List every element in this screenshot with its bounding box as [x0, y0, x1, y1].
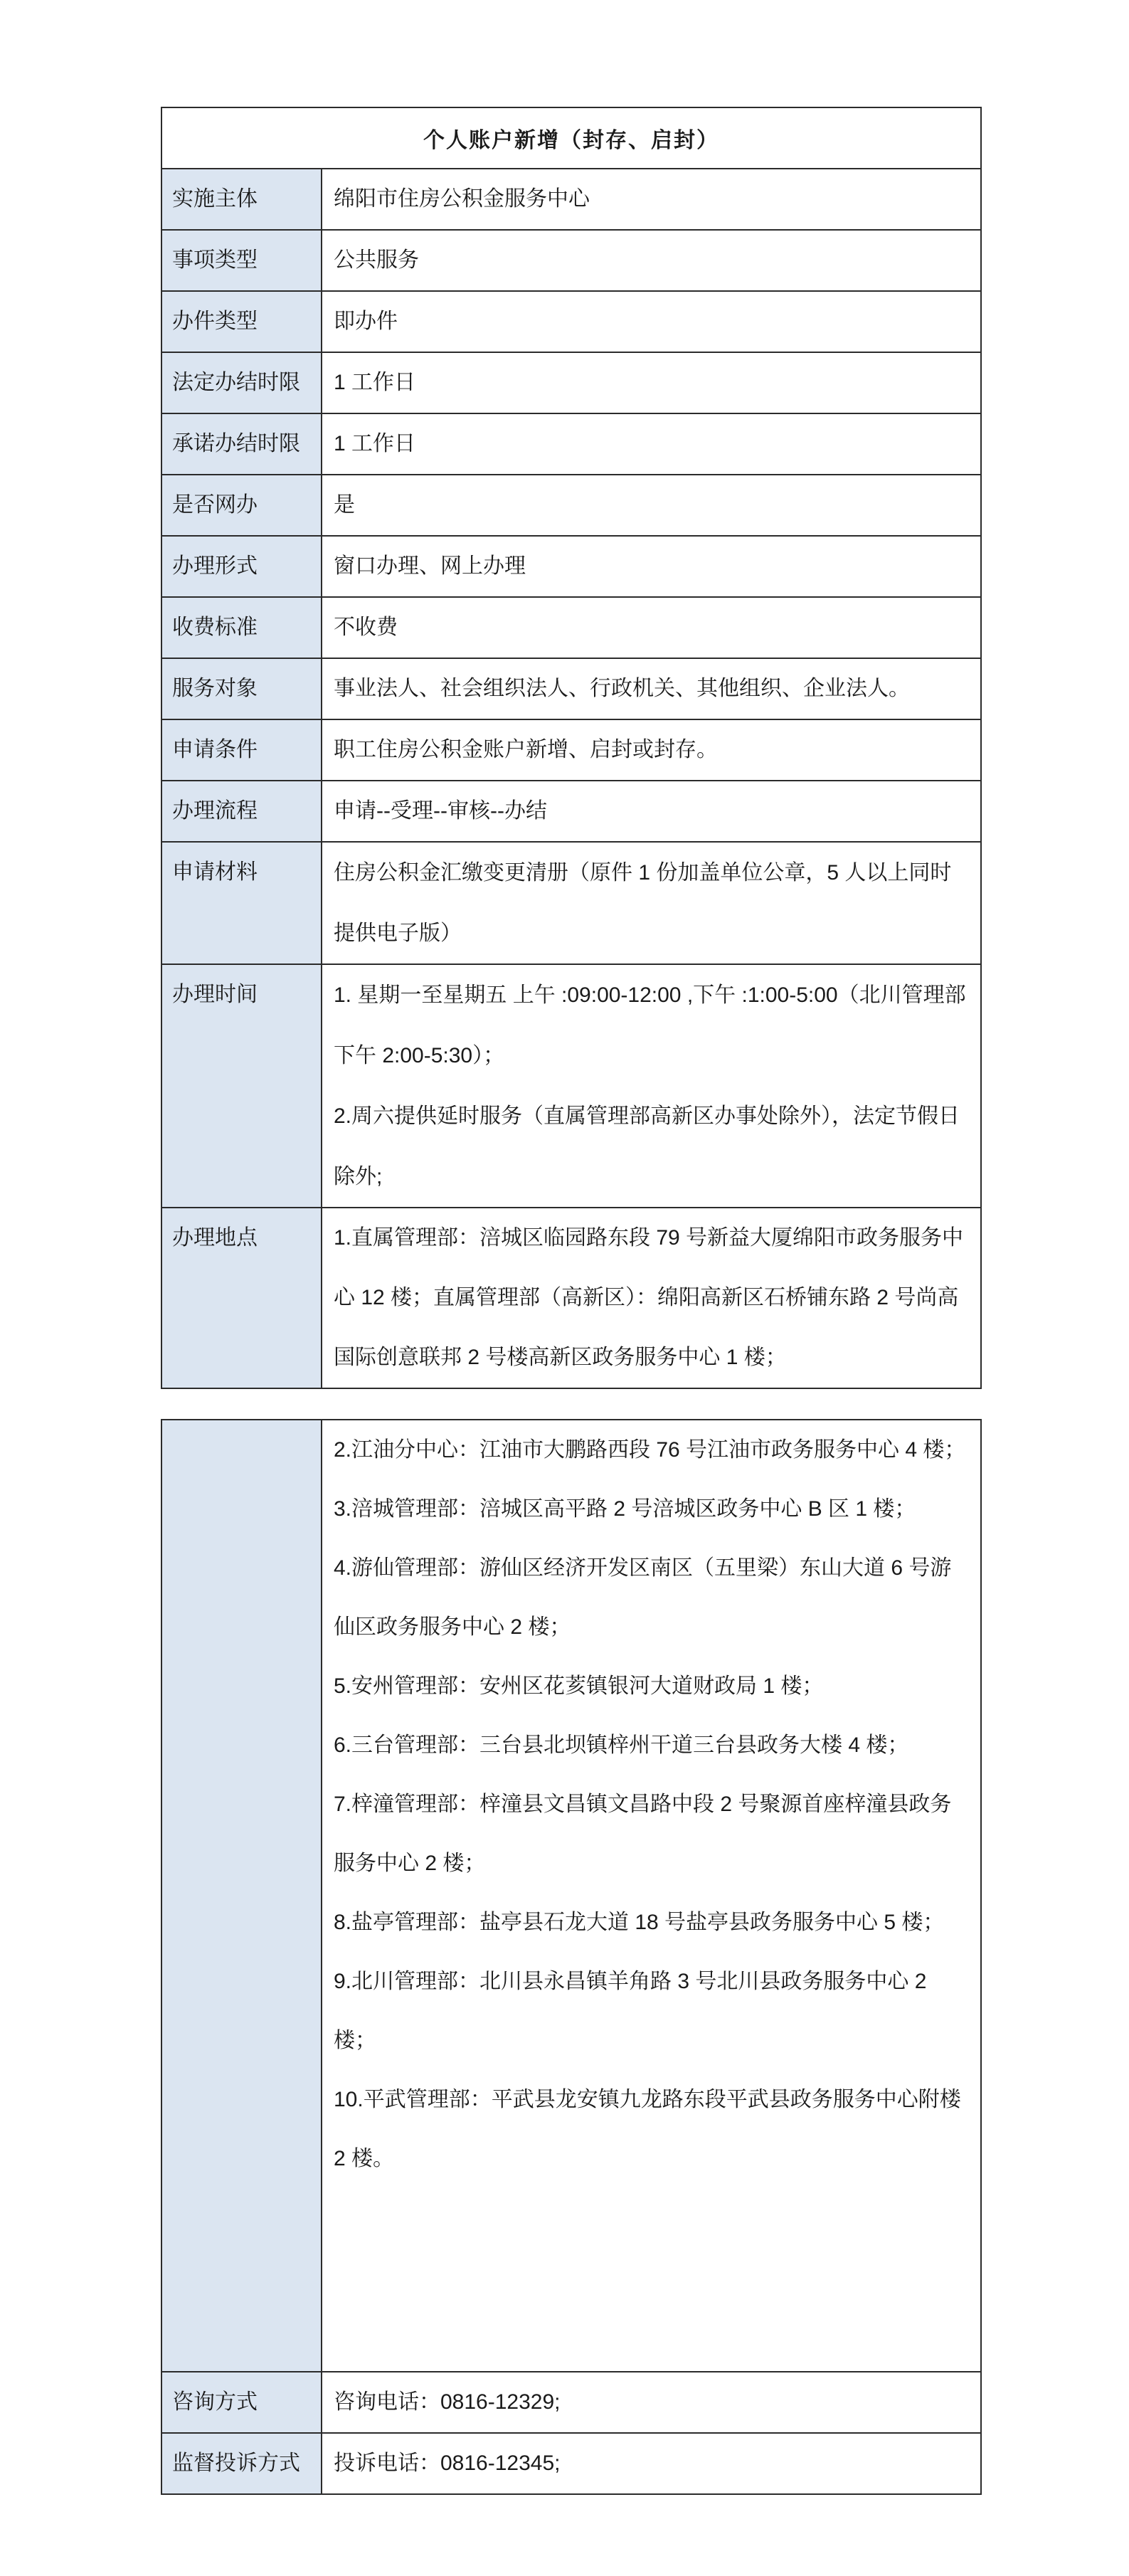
hours-line: 1. 星期一至星期五 上午 :09:00-12:00 ,下午 :1:00-5:00（北川管理部下午 2:00-5:30）；: [334, 983, 966, 1067]
row-label: 服务对象: [161, 658, 322, 719]
table-row: [161, 352, 981, 413]
row-value: 1 工作日: [322, 413, 981, 475]
row-label: 实施主体: [161, 169, 322, 230]
location-line: 5.安州管理部：安州区花荄镇银河大道财政局 1 楼；: [334, 1674, 824, 1698]
table-row: [161, 597, 981, 658]
row-value: 绵阳市住房公积金服务中心: [322, 169, 981, 230]
row-value: 申请--受理--审核--办结: [322, 781, 981, 842]
row-label: 法定办结时限: [161, 352, 322, 413]
location-line: 4.游仙管理部：游仙区经济开发区南区（五里梁）东山大道 6 号游仙区政务服务中心 2 楼；: [334, 1556, 952, 1639]
row-value: 1 工作日: [322, 352, 981, 413]
row-label: 咨询方式: [161, 2372, 322, 2433]
row-label: 办件类型: [161, 291, 322, 352]
table-row: [161, 413, 981, 475]
hours-value: [322, 964, 981, 1208]
location-label: 办理地点: [161, 1208, 322, 1388]
row-value: 事业法人、社会组织法人、行政机关、其他组织、企业法人。: [322, 658, 981, 719]
location-continued-row: [161, 1420, 981, 2372]
row-label: 办理形式: [161, 536, 322, 597]
row-value: 投诉电话：0816-12345;: [322, 2433, 981, 2494]
row-label: 承诺办结时限: [161, 413, 322, 475]
location-line: 8.盐亭管理部：盐亭县石龙大道 18 号盐亭县政务服务中心 5 楼；: [334, 1911, 945, 1934]
hours-line: 2.周六提供延时服务（直属管理部高新区办事处除外），法定节假日除外;: [334, 1104, 960, 1188]
row-label: 申请条件: [161, 719, 322, 781]
table-row: [161, 230, 981, 291]
location-line: 10.平武管理部：平武县龙安镇九龙路东段平武县政务服务中心附楼 2 楼。: [334, 2088, 961, 2170]
row-label: 办理流程: [161, 781, 322, 842]
row-value: 窗口办理、网上办理: [322, 536, 981, 597]
title-row: [161, 107, 981, 169]
service-guide-table-continued: [161, 1419, 982, 2495]
location-line: 2.江油分中心：江油市大鹏路西段 76 号江油市政务服务中心 4 楼；: [334, 1438, 966, 1462]
row-label: 收费标准: [161, 597, 322, 658]
hours-label: 办理时间: [161, 964, 322, 1208]
row-value: 不收费: [322, 597, 981, 658]
table-row: [161, 658, 981, 719]
document-title: 个人账户新增（封存、启封）: [161, 107, 981, 169]
table-row: [161, 536, 981, 597]
row-label: 是否网办: [161, 475, 322, 536]
row-value: 咨询电话：0816-12329;: [322, 2372, 981, 2433]
row-label: 监督投诉方式: [161, 2433, 322, 2494]
table-row: [161, 2433, 981, 2494]
row-value: 是: [322, 475, 981, 536]
location-value: [322, 1208, 981, 1388]
location-line: 7.梓潼管理部：梓潼县文昌镇文昌路中段 2 号聚源首座梓潼县政务服务中心 2 楼；: [334, 1793, 952, 1875]
materials-row: [161, 842, 981, 964]
table-row: [161, 291, 981, 352]
location-row: [161, 1208, 981, 1388]
table-row: [161, 169, 981, 230]
materials-text: 住房公积金汇缴变更清册（原件 1 份加盖单位公章，5 人以上同时提供电子版）: [334, 861, 952, 945]
materials-value: [322, 842, 981, 964]
location-line: 1.直属管理部：涪城区临园路东段 79 号新益大厦绵阳市政务服务中心 12 楼；直属管理部（高新区）：绵阳高新区石桥铺东路 2 号尚高国际创意联邦 2 号楼高新区政务服务中心 1 楼；: [334, 1226, 964, 1369]
location-line: 3.涪城管理部：涪城区高平路 2 号涪城区政务中心 B 区 1 楼；: [334, 1497, 916, 1521]
table-row: [161, 781, 981, 842]
materials-label: 申请材料: [161, 842, 322, 964]
table-row: [161, 475, 981, 536]
location-line: 6.三台管理部：三台县北坝镇梓州干道三台县政务大楼 4 楼；: [334, 1733, 909, 1757]
row-value: 公共服务: [322, 230, 981, 291]
location-label-continued: [161, 1420, 322, 2372]
service-guide-table: [161, 107, 982, 1389]
hours-row: [161, 964, 981, 1208]
location-line: 9.北川管理部：北川县永昌镇羊角路 3 号北川县政务服务中心 2 楼；: [334, 1970, 927, 2052]
location-value-continued: [322, 1420, 981, 2372]
table-row: [161, 719, 981, 781]
row-value: 职工住房公积金账户新增、启封或封存。: [322, 719, 981, 781]
row-label: 事项类型: [161, 230, 322, 291]
table-row: [161, 2372, 981, 2433]
row-value: 即办件: [322, 291, 981, 352]
